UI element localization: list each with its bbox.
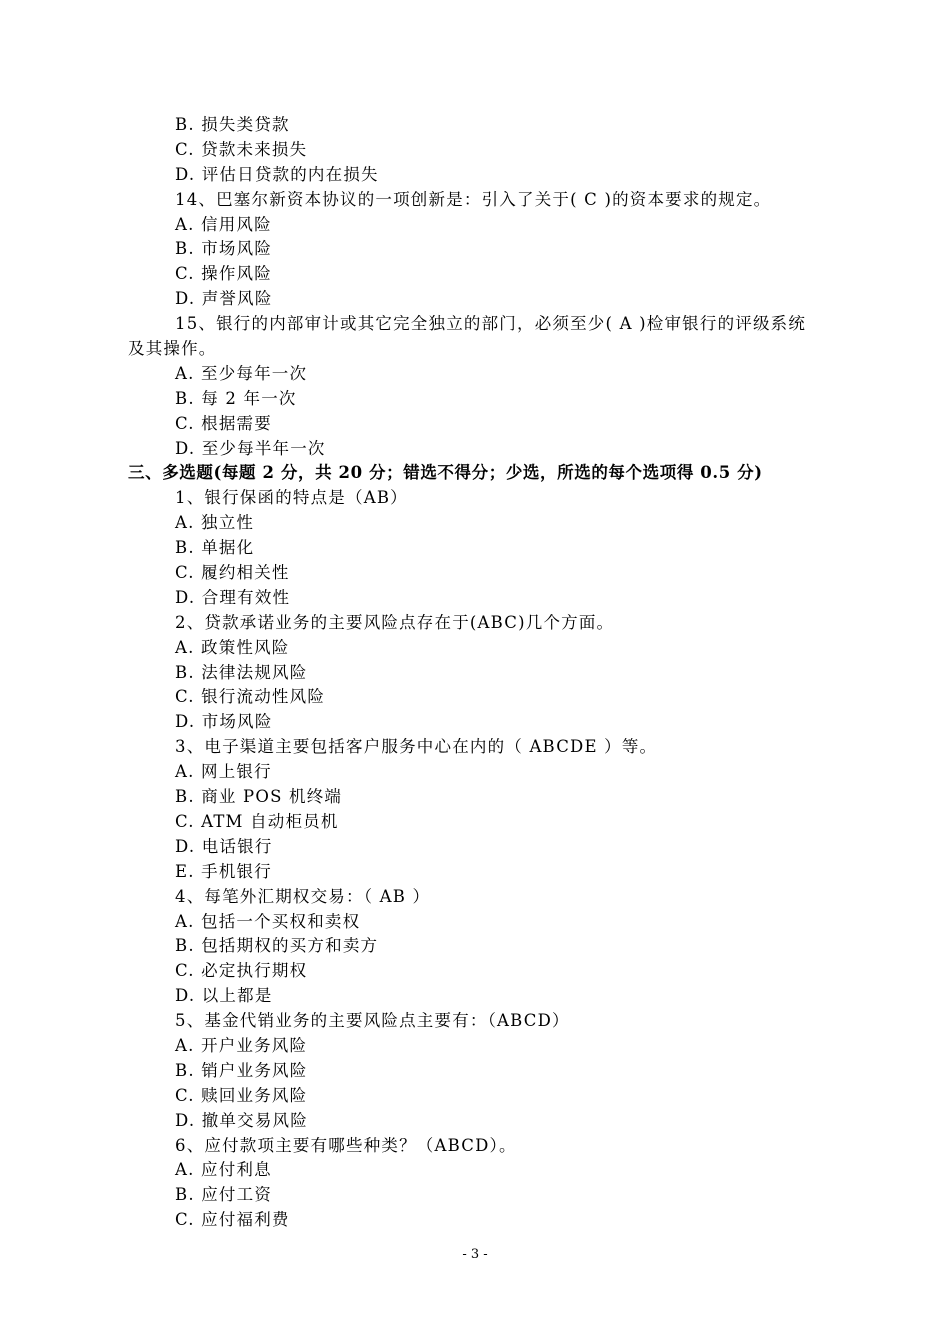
option-line: C. 根据需要 [175,413,272,433]
option-line: A. 包括一个买权和卖权 [175,911,361,931]
option-line: D. 撤单交易风险 [175,1110,308,1130]
option-line: C. 必定执行期权 [175,961,308,981]
option-line: C. 履约相关性 [175,563,290,583]
question-line: 5、基金代销业务的主要风险点主要有：（ABCD） [175,1011,570,1031]
option-line: D. 以上都是 [175,986,273,1006]
question-line: 15、银行的内部审计或其它完全独立的部门，必须至少( A )检审银行的评级系统 [175,314,807,334]
option-line: B. 市场风险 [175,239,273,259]
question-line: 2、贷款承诺业务的主要风险点存在于(ABC)几个方面。 [175,612,615,632]
option-line: C. 贷款未来损失 [175,139,308,159]
option-line: B. 销户业务风险 [175,1060,308,1080]
question-continuation: 及其操作。 [128,339,217,359]
option-line: C. 银行流动性风险 [175,687,326,707]
option-line: C. ATM 自动柜员机 [175,811,339,831]
option-line: A. 开户业务风险 [175,1035,308,1055]
question-line: 4、每笔外汇期权交易：（ AB ） [175,886,431,906]
option-line: B. 商业 POS 机终端 [175,787,343,807]
option-line: D. 至少每半年一次 [175,438,326,458]
option-line: B. 应付工资 [175,1185,273,1205]
page-number: - 3 - [462,1247,488,1262]
option-line: B. 包括期权的买方和卖方 [175,936,379,956]
option-line: C. 操作风险 [175,264,272,284]
option-line: D. 电话银行 [175,836,273,856]
option-line: A. 信用风险 [175,214,272,234]
option-line: B. 法律法规风险 [175,662,308,682]
option-line: B. 损失类贷款 [175,115,290,134]
question-line: 14、巴塞尔新资本协议的一项创新是：引入了关于( C )的资本要求的规定。 [175,189,772,209]
option-line: A. 应付利息 [175,1160,272,1180]
question-line: 1、银行保函的特点是（AB） [175,488,408,508]
option-line: D. 声誉风险 [175,289,273,309]
option-line: D. 合理有效性 [175,587,291,607]
option-line: A. 政策性风险 [175,637,290,657]
question-line: 3、电子渠道主要包括客户服务中心在内的（ ABCDE ）等。 [175,737,658,757]
option-line: D. 市场风险 [175,712,273,732]
option-line: B. 单据化 [175,538,255,558]
section-heading: 三、多选题(每题 2 分，共 20 分；错选不得分；少选，所选的每个选项得 0.5 分) [128,463,763,483]
option-line: E. 手机银行 [175,861,272,881]
document-body [128,113,848,1233]
question-line: 6、应付款项主要有哪些种类？（ABCD）。 [175,1135,517,1155]
option-line: B. 每 2 年一次 [175,388,297,408]
option-line: A. 至少每年一次 [175,363,308,383]
option-line: A. 网上银行 [175,762,272,782]
option-line: D. 评估日贷款的内在损失 [175,164,379,184]
option-line: A. 独立性 [175,513,255,533]
option-line: C. 赎回业务风险 [175,1085,308,1105]
option-line: C. 应付福利费 [175,1210,290,1230]
